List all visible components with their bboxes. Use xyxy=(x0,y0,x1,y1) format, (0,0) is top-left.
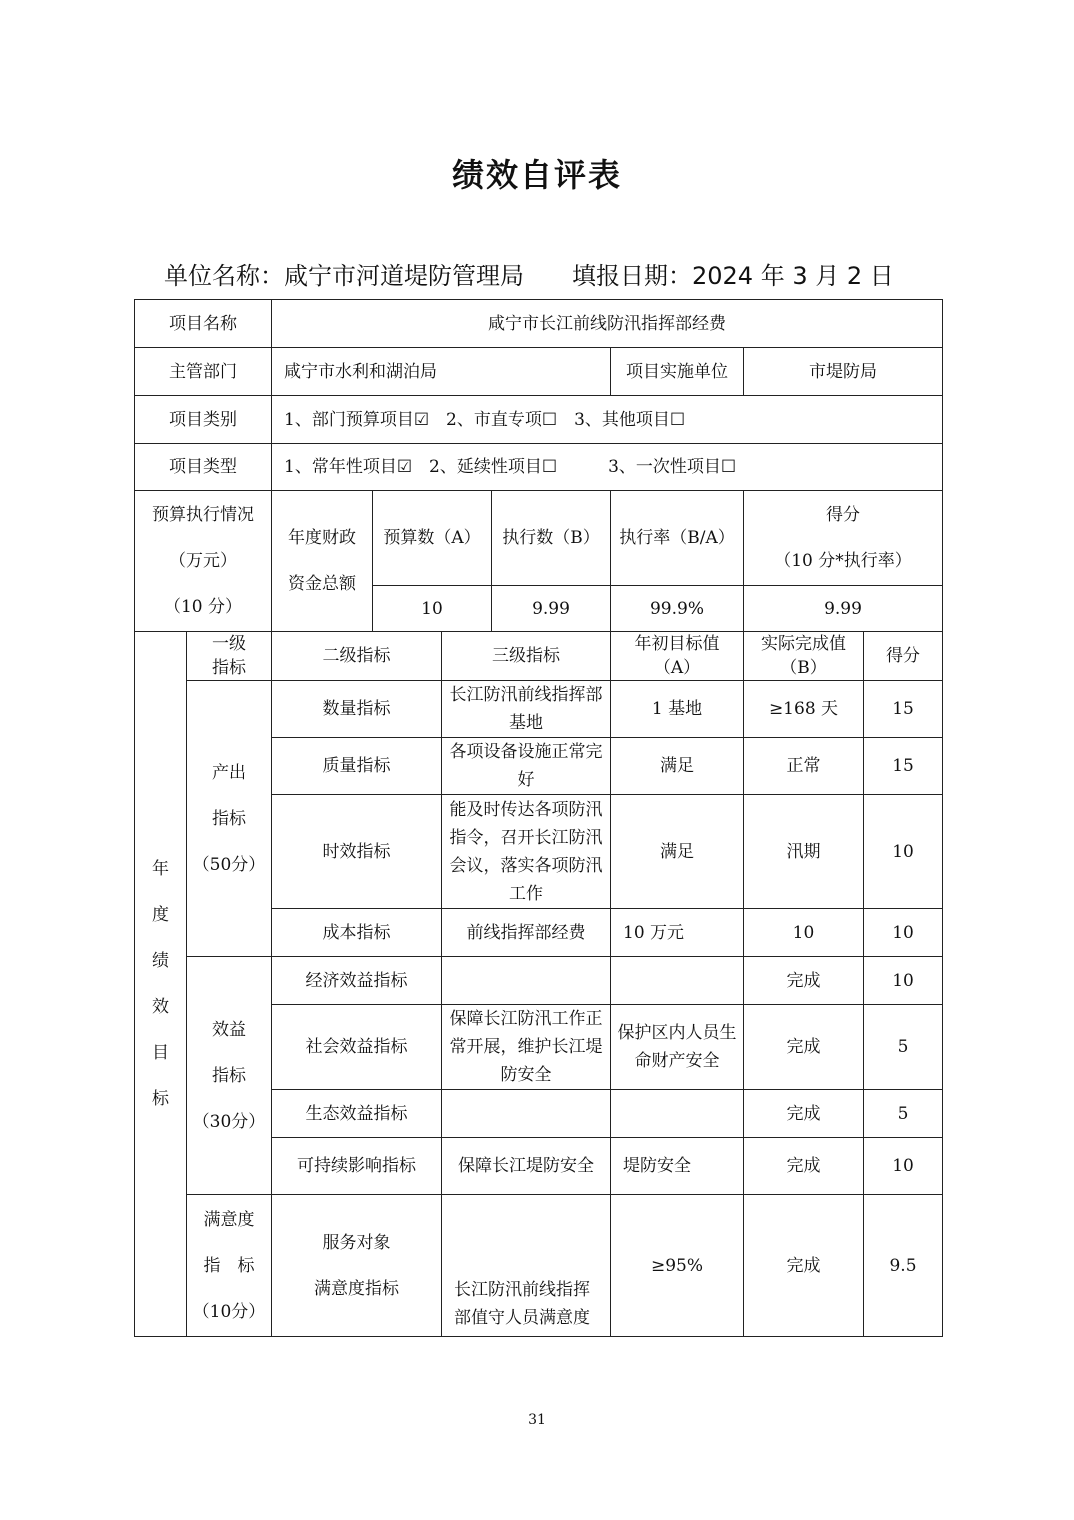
budget-value-rate: 99.9% xyxy=(611,586,744,632)
score-cell: 5 xyxy=(864,1090,943,1138)
type-value: 1、常年性项目☑ 2、延续性项目☐ 3、一次性项目☐ xyxy=(272,444,943,491)
project-name-label: 项目名称 xyxy=(135,300,272,348)
budget-value-score: 9.99 xyxy=(744,586,943,632)
level2-cell: 时效指标 xyxy=(272,795,442,909)
impl-label: 项目实施单位 xyxy=(611,348,744,396)
unit-label: 单位名称： xyxy=(164,262,284,290)
budget-col-score: 得分 （10 分*执行率） xyxy=(744,491,943,586)
actual-cell: 完成 xyxy=(744,1005,864,1090)
satisfaction-level3: 长江防汛前线指挥部值守人员满意度 xyxy=(442,1195,611,1337)
unit-value: 咸宁市河道堤防管理局 xyxy=(284,262,524,290)
satisfaction-group-label: 满意度 指 标 （10分） xyxy=(187,1195,272,1337)
budget-col-b: 执行数（B） xyxy=(492,491,611,586)
actual-cell: 完成 xyxy=(744,1138,864,1195)
date-label: 填报日期： xyxy=(572,262,692,290)
impl-value: 市堤防局 xyxy=(744,348,943,396)
satisfaction-row xyxy=(135,1195,943,1337)
table-row xyxy=(135,681,943,738)
output-group-label: 产出 指标 （50分） xyxy=(187,681,272,957)
category-row xyxy=(135,396,943,444)
budget-col-rate: 执行率（B/A） xyxy=(611,491,744,586)
score-cell: 5 xyxy=(864,1005,943,1090)
level3-cell: 能及时传达各项防汛指令，召开长江防汛会议，落实各项防汛工作 xyxy=(442,795,611,909)
budget-col-a: 预算数（A） xyxy=(373,491,492,586)
satisfaction-level2: 服务对象 满意度指标 xyxy=(272,1195,442,1337)
dept-row xyxy=(135,348,943,396)
header-line xyxy=(164,256,894,291)
level2-cell: 可持续影响指标 xyxy=(272,1138,442,1195)
target-header: 年初目标值 （A） xyxy=(611,632,744,681)
dept-value: 咸宁市水利和湖泊局 xyxy=(272,348,611,396)
category-label: 项目类别 xyxy=(135,396,272,444)
benefit-group-label: 效益 指标 （30分） xyxy=(187,957,272,1195)
level3-cell: 保障长江防汛工作正常开展，维护长江堤防安全 xyxy=(442,1005,611,1090)
level3-cell: 前线指挥部经费 xyxy=(442,909,611,957)
level2-header: 二级指标 xyxy=(272,632,442,681)
actual-cell: ≥168 天 xyxy=(744,681,864,738)
budget-header-row xyxy=(135,491,943,586)
level2-cell: 质量指标 xyxy=(272,738,442,795)
actual-cell: 10 xyxy=(744,909,864,957)
evaluation-table xyxy=(134,299,943,1337)
satisfaction-target: ≥95% xyxy=(611,1195,744,1337)
actual-cell: 汛期 xyxy=(744,795,864,909)
level3-cell xyxy=(442,957,611,1005)
budget-value-b: 9.99 xyxy=(492,586,611,632)
score-cell: 10 xyxy=(864,1138,943,1195)
level2-cell: 社会效益指标 xyxy=(272,1005,442,1090)
target-cell: 1 基地 xyxy=(611,681,744,738)
score-header: 得分 xyxy=(864,632,943,681)
score-cell: 10 xyxy=(864,795,943,909)
page-title: 绩效自评表 xyxy=(451,156,622,194)
level3-cell: 长江防汛前线指挥部基地 xyxy=(442,681,611,738)
dept-label: 主管部门 xyxy=(135,348,272,396)
level3-cell xyxy=(442,1090,611,1138)
page-number: 31 xyxy=(528,1412,546,1428)
budget-label: 预算执行情况 （万元） （10 分） xyxy=(135,491,272,632)
actual-cell: 正常 xyxy=(744,738,864,795)
type-row xyxy=(135,444,943,491)
project-name-row xyxy=(135,300,943,348)
score-cell: 15 xyxy=(864,738,943,795)
actual-cell: 完成 xyxy=(744,1090,864,1138)
table-row xyxy=(135,957,943,1005)
satisfaction-score: 9.5 xyxy=(864,1195,943,1337)
level2-cell: 成本指标 xyxy=(272,909,442,957)
target-cell: 10 万元 xyxy=(611,909,744,957)
budget-value-a: 10 xyxy=(373,586,492,632)
level3-cell: 各项设备设施正常完好 xyxy=(442,738,611,795)
target-cell: 保护区内人员生命财产安全 xyxy=(611,1005,744,1090)
type-label: 项目类型 xyxy=(135,444,272,491)
level2-cell: 数量指标 xyxy=(272,681,442,738)
actual-cell: 完成 xyxy=(744,957,864,1005)
score-cell: 10 xyxy=(864,909,943,957)
project-name-value: 咸宁市长江前线防汛指挥部经费 xyxy=(272,300,943,348)
category-value: 1、部门预算项目☑ 2、市直专项☐ 3、其他项目☐ xyxy=(272,396,943,444)
level2-cell: 经济效益指标 xyxy=(272,957,442,1005)
satisfaction-actual: 完成 xyxy=(744,1195,864,1337)
level1-header: 一级 指标 xyxy=(187,632,272,681)
actual-header: 实际完成值 （B） xyxy=(744,632,864,681)
annual-funds-label: 年度财政 资金总额 xyxy=(272,491,373,632)
score-cell: 15 xyxy=(864,681,943,738)
level3-cell: 保障长江堤防安全 xyxy=(442,1138,611,1195)
target-cell: 满足 xyxy=(611,738,744,795)
date-value: 2024 年 3 月 2 日 xyxy=(692,262,894,290)
target-cell: 满足 xyxy=(611,795,744,909)
perf-header-row xyxy=(135,632,943,681)
target-cell xyxy=(611,957,744,1005)
target-cell xyxy=(611,1090,744,1138)
target-cell: 堤防安全 xyxy=(611,1138,744,1195)
level3-header: 三级指标 xyxy=(442,632,611,681)
level2-cell: 生态效益指标 xyxy=(272,1090,442,1138)
annual-goal-label: 年 度 绩 效 目 标 xyxy=(135,632,187,1337)
score-cell: 10 xyxy=(864,957,943,1005)
